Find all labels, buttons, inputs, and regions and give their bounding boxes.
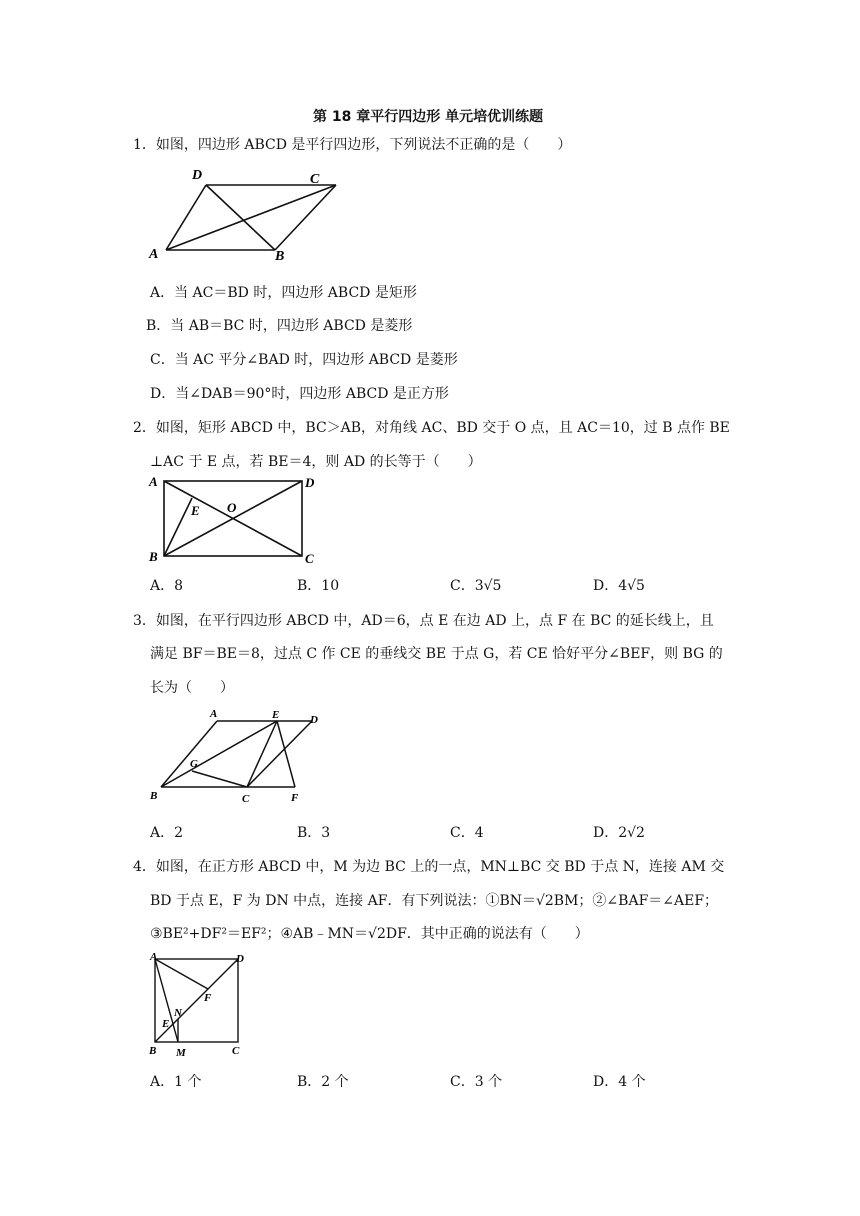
question-3-option-c: C．4: [450, 825, 484, 841]
fig2-label-e: E: [191, 503, 200, 518]
fig4-label-c: C: [232, 1045, 240, 1057]
question-1-stem: 1．如图，四边形 ABCD 是平行四边形，下列说法不正确的是（ ）: [133, 137, 572, 153]
question-4-option-d: D．4 个: [593, 1074, 646, 1090]
fig3-label-d: D: [310, 714, 318, 726]
question-4-stem-line-1: 4．如图，在正方形 ABCD 中，M 为边 BC 上的一点，MN⊥BC 交 BD 于点 N，连接 AM 交: [133, 859, 725, 875]
question-4-option-c: C．3 个: [450, 1074, 503, 1090]
question-4-figure: [140, 948, 260, 1063]
question-2-stem-line-1: 2．如图，矩形 ABCD 中，BC＞AB，对角线 AC、BD 交于 O 点，且 AC＝10，过 B 点作 BE: [133, 420, 730, 436]
fig2-label-b: B: [149, 549, 158, 564]
fig2-label-o: O: [227, 500, 237, 515]
question-3-stem-line-2: 满足 BF＝BE＝8，过点 C 作 CE 的垂线交 BE 于点 G，若 CE 恰好平分∠BEF，则 BG 的: [150, 646, 723, 662]
question-1-option-b: B．当 AB＝BC 时，四边形 ABCD 是菱形: [146, 318, 413, 334]
fig4-label-e: E: [162, 1018, 170, 1030]
question-3-option-b: B．3: [297, 825, 331, 841]
fig1-label-a: A: [149, 247, 159, 262]
question-2-option-a: A．8: [150, 578, 184, 594]
question-3-option-a: A．2: [150, 825, 184, 841]
fig4-label-b: B: [149, 1045, 157, 1057]
question-1-option-a: A．当 AC＝BD 时，四边形 ABCD 是矩形: [150, 285, 417, 301]
fig3-label-b: B: [150, 790, 158, 802]
question-4-stem-line-2: BD 于点 E，F 为 DN 中点，连接 AF．有下列说法：①BN＝√2BM；②∠BAF＝∠AEF；: [150, 893, 719, 909]
fig4-label-d: D: [236, 953, 244, 965]
fig4-label-n: N: [174, 1007, 182, 1019]
question-4-option-b: B．2 个: [297, 1074, 349, 1090]
question-4-stem-line-3: ③BE²+DF²＝EF²；④AB﹣MN＝√2DF．其中正确的说法有（ ）: [150, 926, 589, 942]
question-2-option-c: C．3√5: [450, 578, 502, 594]
fig3-label-c: C: [242, 793, 250, 805]
fig3-label-a: A: [210, 708, 218, 720]
fig3-label-f: F: [291, 792, 299, 804]
fig1-label-c: C: [310, 172, 320, 187]
question-3-stem-line-1: 3．如图，在平行四边形 ABCD 中，AD＝6，点 E 在边 AD 上，点 F 在 BC 的延长线上，且: [133, 613, 714, 629]
fig1-label-d: D: [192, 168, 203, 183]
fig2-label-c: C: [305, 551, 314, 566]
fig2-label-a: A: [149, 474, 158, 489]
question-3-option-d: D．2√2: [593, 825, 645, 841]
question-2-option-d: D．4√5: [593, 578, 645, 594]
fig1-label-b: B: [275, 249, 285, 264]
fig4-label-a: A: [150, 951, 158, 963]
question-2-stem-line-2: ⊥AC 于 E 点，若 BE＝4，则 AD 的长等于（ ）: [150, 454, 482, 470]
page-title: 第 18 章平行四边形 单元培优训练题: [313, 109, 544, 125]
fig3-label-g: G: [190, 758, 198, 770]
fig3-label-e: E: [272, 709, 280, 721]
question-1-option-d: D．当∠DAB＝90°时，四边形 ABCD 是正方形: [150, 386, 449, 402]
fig2-label-d: D: [305, 475, 315, 490]
question-2-figure: [140, 471, 340, 571]
question-1-option-c: C．当 AC 平分∠BAD 时，四边形 ABCD 是菱形: [150, 352, 458, 368]
question-4-option-a: A．1 个: [150, 1074, 202, 1090]
question-3-figure: [140, 705, 340, 810]
question-1-figure: [140, 163, 340, 268]
fig4-label-f: F: [204, 992, 212, 1004]
fig4-label-m: M: [176, 1047, 186, 1059]
question-3-stem-line-3: 长为（ ）: [150, 680, 234, 696]
question-2-option-b: B．10: [297, 578, 340, 594]
